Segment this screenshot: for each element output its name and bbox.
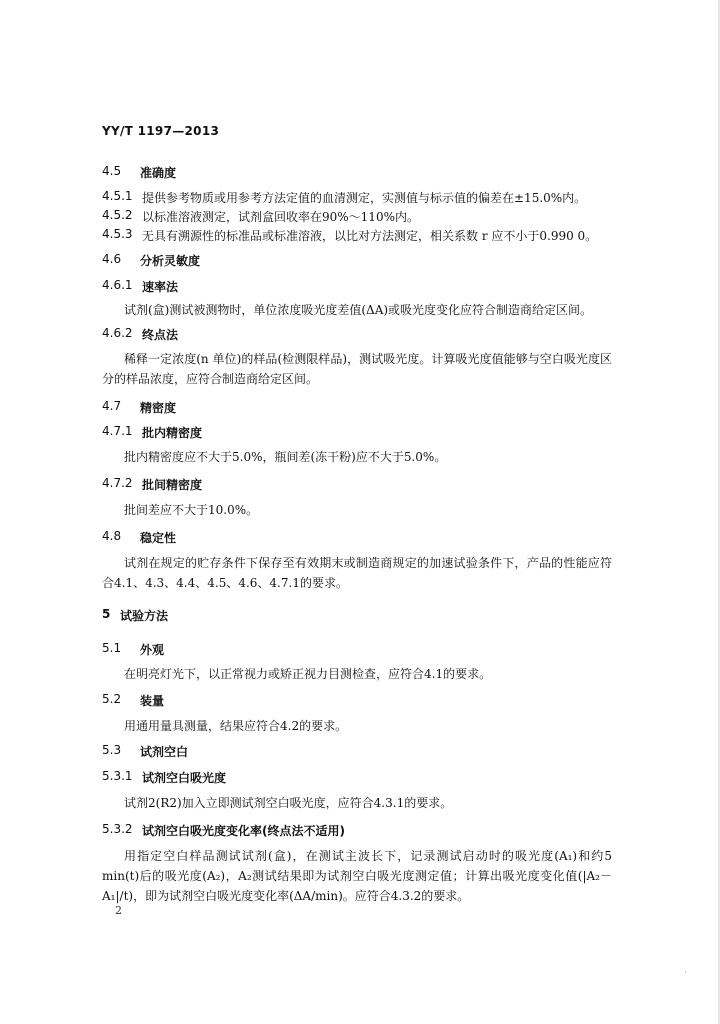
body-paragraph: 批间差应不大于10.0%。: [124, 503, 259, 517]
clause-number: 4.8: [102, 529, 122, 543]
standard-header: YY/T 1197—2013: [102, 124, 220, 138]
body-paragraph: 稀释一定浓度(n 单位)的样品(检测限样品)，测试吸光度。计算吸光度值能够与空白吸光度区分的样品浓度，应符合制造商给定区间。: [102, 352, 612, 386]
clause-number: 4.6: [102, 252, 122, 266]
body-paragraph: 用指定空白样品测试试剂(盒)，在测试主波长下，记录测试启动时的吸光度(A₁)和约5 min(t)后的吸光度(A₂)，A₂测试结果即为试剂空白吸光度测定值；计算出吸光度变化值(|A₂－A₁|/t)，即为试剂空白吸光度变化率(ΔA/min)。应符合4.3.2的要求。: [102, 849, 612, 903]
body-paragraph: 用通用量具测量，结果应符合4.2的要求。: [124, 719, 348, 733]
clause-number: 5.3: [102, 743, 122, 757]
clause-title: 试剂空白吸光度变化率(终点法不适用): [142, 824, 345, 838]
body-paragraph: 试剂在规定的贮存条件下保存至有效期末或制造商规定的加速试验条件下，产品的性能应符合4.1、4.3、4.4、4.5、4.6、4.7.1的要求。: [102, 556, 612, 590]
clause-title: 试剂空白: [140, 745, 189, 759]
clause-title: 分析灵敏度: [140, 254, 201, 268]
clause-title: 批内精密度: [142, 426, 203, 440]
clause-text: 无具有溯源性的标准品或标准溶液，以比对方法测定，相关系数 r 应不小于0.990 0。: [142, 229, 598, 243]
clause-title: 速率法: [142, 280, 179, 294]
clause-number: 4.7.1: [102, 424, 133, 438]
clause-title: 终点法: [142, 328, 179, 342]
clause-text: 提供参考物质或用参考方法定值的血清测定，实测值与标示值的偏差在±15.0%内。: [142, 191, 587, 205]
clause-text: 以标准溶液测定，试剂盒回收率在90%～110%内。: [142, 210, 419, 224]
clause-title: 外观: [140, 643, 165, 657]
clause-title: 试剂空白吸光度: [142, 771, 227, 785]
clause-title: 稳定性: [140, 531, 177, 545]
clause-number: 5.2: [102, 692, 122, 706]
body-paragraph: 试剂2(R2)加入立即测试剂空白吸光度，应符合4.3.1的要求。: [124, 796, 453, 810]
clause-title: 精密度: [140, 401, 177, 415]
clause-number: 4.5.1: [102, 189, 133, 203]
clause-title: 准确度: [140, 166, 177, 180]
clause-number: 5.1: [102, 641, 122, 655]
body-paragraph: 批内精密度应不大于5.0%，瓶间差(冻干粉)应不大于5.0%。: [124, 450, 447, 464]
section-title: 试验方法: [120, 609, 169, 623]
clause-title: 装量: [140, 694, 165, 708]
clause-number: 5.3.1: [102, 769, 133, 783]
page-number: 2: [115, 904, 122, 917]
clause-number: 4.5.3: [102, 227, 133, 241]
section-number: 5: [102, 607, 111, 621]
clause-number: 4.6.2: [102, 326, 133, 340]
clause-number: 4.5: [102, 164, 122, 178]
clause-number: 4.7: [102, 399, 122, 413]
body-paragraph: 在明亮灯光下，以正常视力或矫正视力目测检查，应符合4.1的要求。: [124, 667, 492, 681]
clause-number: 4.5.2: [102, 208, 133, 222]
clause-title: 批间精密度: [142, 478, 203, 492]
clause-number: 4.6.1: [102, 278, 133, 292]
corner-mark: ·: [684, 968, 687, 978]
body-paragraph: 试剂(盒)测试被测物时，单位浓度吸光度差值(ΔA)或吸光度变化应符合制造商给定区间。: [124, 303, 593, 317]
clause-number: 5.3.2: [102, 822, 133, 836]
clause-number: 4.7.2: [102, 476, 133, 490]
